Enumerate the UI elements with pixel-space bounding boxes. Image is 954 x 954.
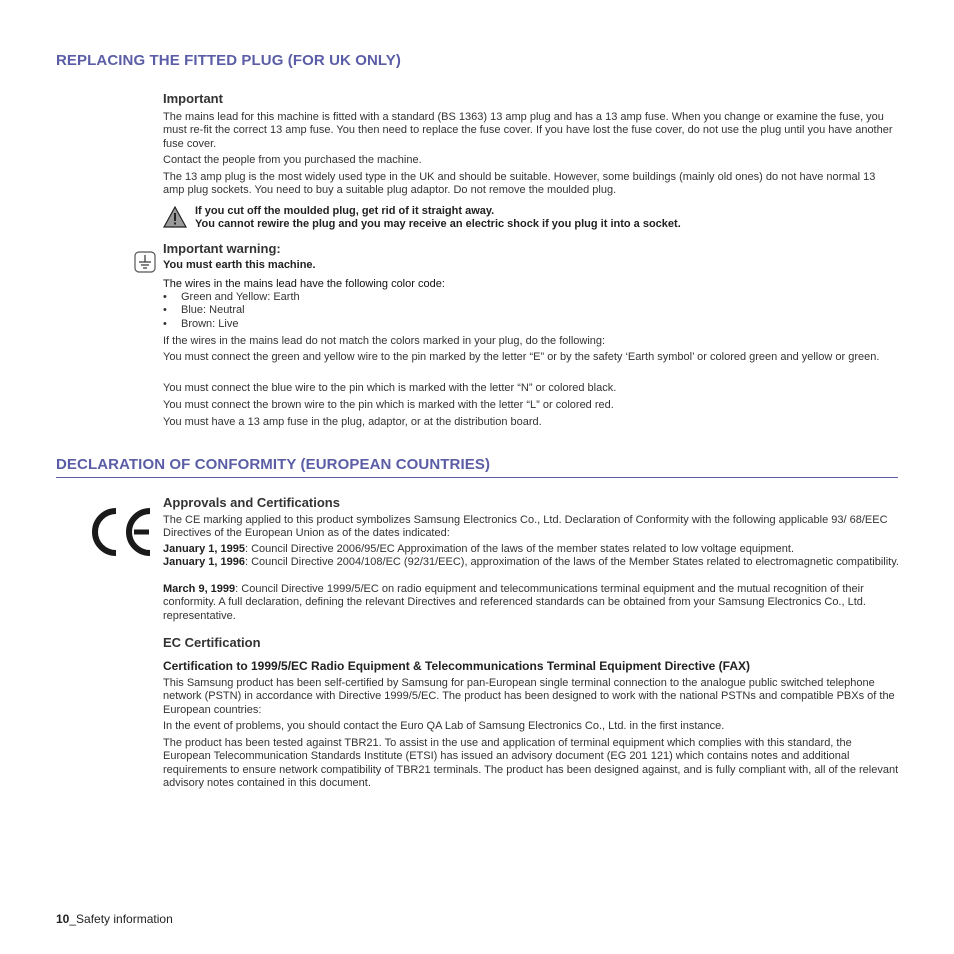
- list-item-text: Blue: Neutral: [181, 304, 245, 316]
- footer-section-name: _Safety information: [69, 912, 173, 926]
- wires-intro: The wires in the mains lead have the following color code:: [163, 278, 445, 290]
- bullet-marker: •: [163, 318, 167, 330]
- warning-line-2: You cannot rewire the plug and you may receive an electric shock if you plug it into a socket.: [195, 218, 681, 230]
- directive-text: : Council Directive 2004/108/EC (92/31/EEC), approximation of the laws of the Member States related to electromagnetic compatibility.: [244, 556, 899, 568]
- certification-subheading: Certification to 1999/5/EC Radio Equipment & Telecommunications Terminal Equipment Directive (FAX): [163, 659, 750, 673]
- bullet-marker: •: [163, 304, 167, 316]
- section-divider: [56, 477, 898, 478]
- paragraph-contact: Contact the people from you purchased the machine.: [163, 154, 422, 166]
- list-item: [163, 318, 238, 331]
- paragraph-neutral-wire: You must connect the blue wire to the pin which is marked with the letter “N” or colored black.: [163, 382, 617, 394]
- ec-certification-heading: EC Certification: [163, 635, 261, 650]
- list-item-text: Brown: Live: [181, 318, 239, 330]
- paragraph-fuse: The mains lead for this machine is fitted with a standard (BS 1363) 13 amp plug and has a 13 amp fuse. When you change or examine the fuse, you must re-fit the correct 13 amp fuse. You then need to replace the fuse cover. If you have lost the fuse cover, do not use the plug until you have another fuse cover.: [163, 111, 893, 150]
- paragraph-earth-wire: You must connect the green and yellow wire to the pin marked by the letter “E” or by the safety ‘Earth symbol’ or colored green and yellow or green.: [163, 351, 880, 363]
- warning-line-1: If you cut off the moulded plug, get rid of it straight away.: [195, 205, 495, 217]
- directive-text: : Council Directive 1999/5/EC on radio equipment and telecommunications terminal equipment and the mutual recognition of their conformity. A full declaration, defining the relevant Directives and referenced standards can be obtained from your Samsung Electronics Co., Ltd. representative.: [163, 583, 866, 622]
- directive-1999: [163, 583, 899, 623]
- paragraph-live-wire: You must connect the brown wire to the pin which is marked with the letter “L” or colored red.: [163, 399, 614, 411]
- directive-date: January 1, 1995: [163, 543, 245, 555]
- directive-1996: [163, 556, 899, 569]
- directive-text: : Council Directive 2006/95/EC Approximation of the laws of the member states related to low voltage equipment.: [244, 543, 795, 555]
- page-footer: [56, 912, 173, 926]
- earth-symbol-icon: [134, 251, 156, 278]
- warning-triangle-icon: [163, 206, 187, 233]
- important-heading: Important: [163, 91, 223, 106]
- ce-mark-icon: [89, 507, 155, 562]
- paragraph-tbr21: The product has been tested against TBR21. To assist in the use and application of terminal equipment which complies with this standard, the European Telecommunication Standards Institute (ETSI) has issued an advisory document (EG 201 121) which contains notes and additional requirements to ensure network compatibility of TBR21 terminals. The product has been designed against, and is fully compliant with, all of the relevant advisory notes contained in this document.: [163, 737, 899, 790]
- directive-date: March 9, 1999: [163, 583, 236, 595]
- earth-instruction: You must earth this machine.: [163, 259, 316, 271]
- paragraph-plug-type: The 13 amp plug is the most widely used type in the UK and should be suitable. However, some buildings (mainly old ones) do not have normal 13 amp plug sockets. You need to buy a suitable plug adaptor. Do not remove the moulded plug.: [163, 171, 876, 197]
- list-item: [163, 291, 300, 304]
- list-item-text: Green and Yellow: Earth: [181, 291, 300, 303]
- paragraph-fuse-location: You must have a 13 amp fuse in the plug, adaptor, or at the distribution board.: [163, 416, 542, 428]
- paragraph-self-certified: This Samsung product has been self-certified by Samsung for pan-European single terminal connection to the analogue public switched telephone network (PSTN) in accordance with Directive 1999/5/EC. The product has been designed to work with the national PSTNs and compatible PBXs of the European countries:: [163, 677, 895, 716]
- paragraph-mismatch: If the wires in the mains lead do not match the colors marked in your plug, do the following:: [163, 335, 606, 347]
- list-item: [163, 304, 245, 317]
- paragraph-ce-marking: The CE marking applied to this product symbolizes Samsung Electronics Co., Ltd. Declaration of Conformity with the following applicable 93/ 68/EEC Directives of the European Union as of the dates indicated:: [163, 514, 888, 540]
- directive-1995: [163, 543, 899, 556]
- bullet-marker: •: [163, 291, 167, 303]
- approvals-heading: Approvals and Certifications: [163, 495, 340, 510]
- directive-date: January 1, 1996: [163, 556, 245, 568]
- paragraph-contact-qa: In the event of problems, you should contact the Euro QA Lab of Samsung Electronics Co., Ltd. in the first instance.: [163, 720, 725, 732]
- important-warning-heading: Important warning:: [163, 241, 281, 256]
- section-title-conformity: DECLARATION OF CONFORMITY (EUROPEAN COUNTRIES): [56, 456, 491, 473]
- section-title-uk-plug: REPLACING THE FITTED PLUG (FOR UK ONLY): [56, 52, 402, 69]
- page-number: 10: [56, 912, 70, 926]
